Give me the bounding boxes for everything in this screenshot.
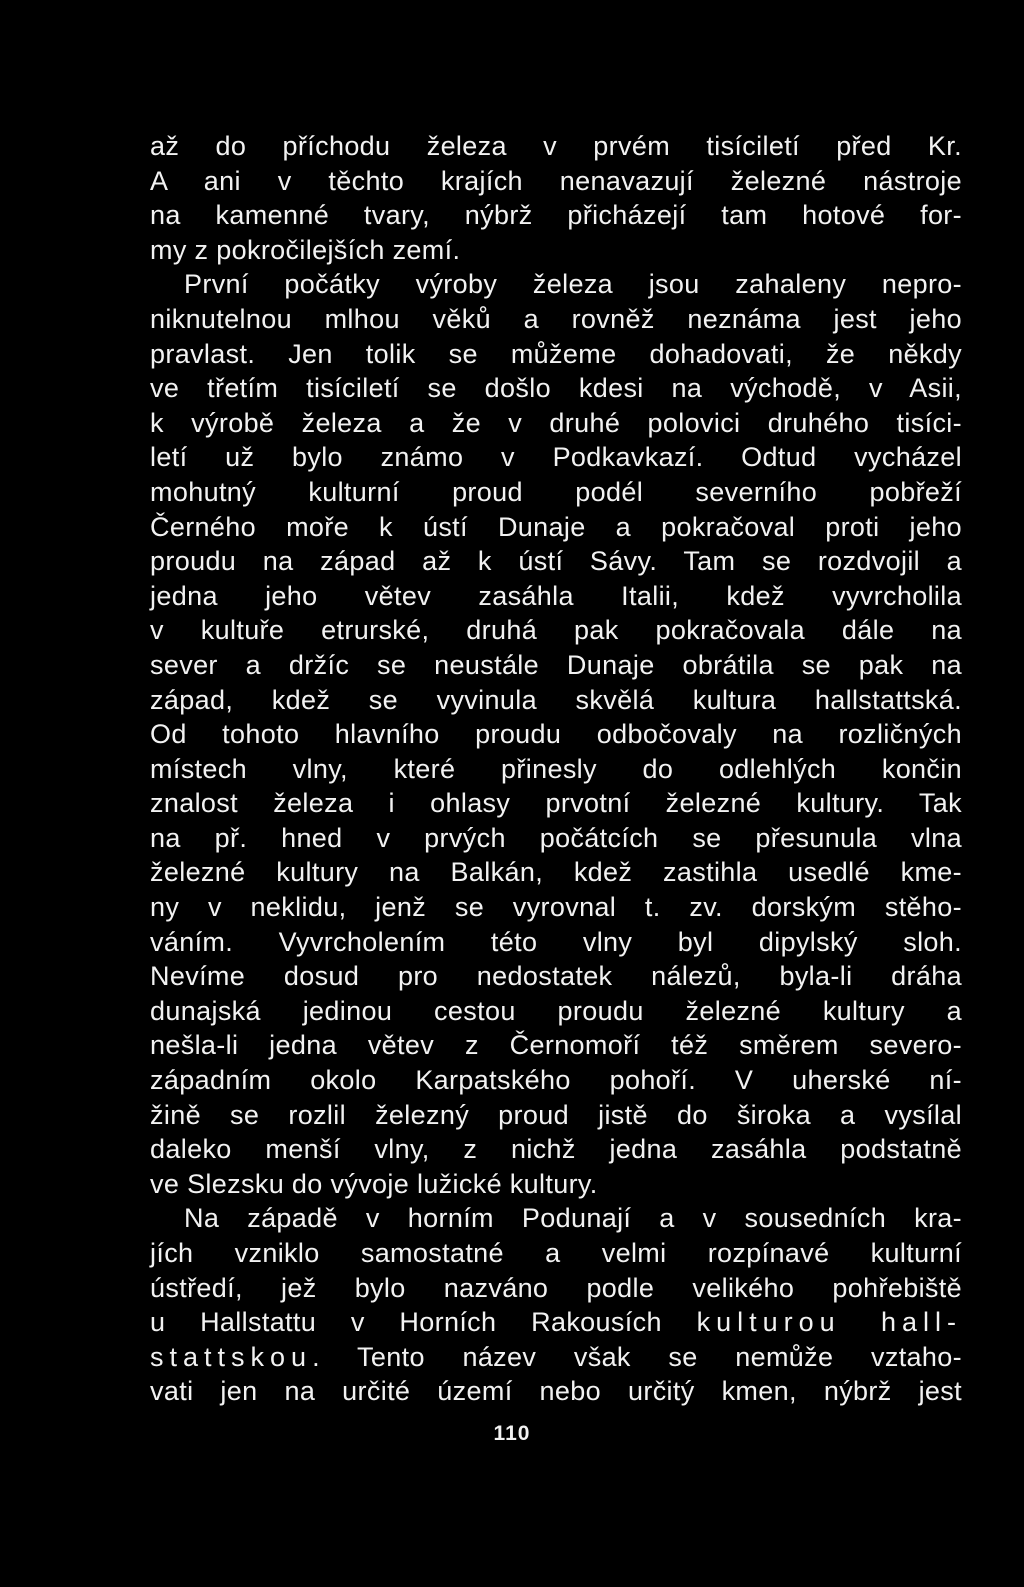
text-line-21: na př. hned v prvých počátcích se přesunula vlna [150, 822, 962, 853]
text-line-23: ny v neklidu, jenž se vyrovnal t. zv. dorským stěho- [150, 892, 962, 923]
emphasized-term-part-1: kulturou hall- [696, 1307, 963, 1338]
text-line-17: západ, kdež se vyvinula skvělá kultura hallstattská. [150, 684, 962, 715]
text-line-18: Od tohoto hlavního proudu odbočovaly na rozličných [150, 719, 962, 750]
body-text [150, 129, 962, 1409]
text-line-2: A ani v těchto krajích nenavazují železné nástroje [150, 165, 962, 196]
text-line-30: daleko menší vlny, z nichž jedna zasáhla podstatně [150, 1134, 962, 1165]
text-line-4: my z pokročilejších zemí. [150, 234, 461, 265]
text-line-32: Na západě v horním Podunají a v sousedních kra- [184, 1203, 962, 1234]
text-line-10: letí už bylo známo v Podkavkazí. Odtud vycházel [150, 442, 962, 473]
text-line-11: mohutný kulturní proud podél severního pobřeží [150, 476, 962, 507]
text-line-15: v kultuře etrurské, druhá pak pokračovala dále na [150, 615, 962, 646]
text-line-16: sever a držíc se neustále Dunaje obrátila se pak na [150, 649, 962, 680]
text-line-6: niknutelnou mlhou věků a rovněž neznáma jest jeho [150, 303, 962, 334]
text-line-20: znalost železa i ohlasy prvotní železné kultury. Tak [150, 788, 962, 819]
text-line-3: na kamenné tvary, nýbrž přicházejí tam hotové for- [150, 200, 962, 231]
emphasized-term-part-2: stattskou [150, 1341, 313, 1372]
text-line-34: ústředí, jež bylo nazváno podle velikého pohřebiště [150, 1272, 962, 1303]
text-line-7: pravlast. Jen tolik se můžeme dohadovati, že někdy [150, 338, 962, 369]
text-line-25: Nevíme dosud pro nedostatek nálezů, byla-li dráha [150, 961, 962, 992]
text-line-14: jedna jeho větev zasáhla Italii, kdež vyvrcholila [150, 580, 962, 611]
page-number: 110 [493, 1422, 531, 1445]
text-line-37: vati jen na určité území nebo určitý kmen, nýbrž jest [150, 1376, 962, 1407]
text-line-9: k výrobě železa a že v druhé polovici druhého tisíci- [150, 407, 962, 438]
text-line-24: váním. Vyvrcholením této vlny byl dipylský sloh. [150, 926, 962, 957]
text-line-35 [150, 1305, 962, 1340]
text-line-27: nešla-li jedna větev z Černomoří též směrem severo- [150, 1030, 962, 1061]
text-line-8: ve třetím tisíciletí se došlo kdesi na východě, v Asii, [150, 373, 962, 404]
text-line-22: železné kultury na Balkán, kdež zastihla usedlé kme- [150, 857, 962, 888]
text-line-12: Černého moře k ústí Dunaje a pokračoval proti jeho [150, 511, 962, 542]
text-line-36 [150, 1340, 962, 1375]
text-line-35-start: u Hallstattu v Horních Rakousích [150, 1307, 662, 1338]
text-line-1: až do příchodu železa v prvém tisíciletí před Kr. [150, 131, 962, 161]
text-line-31: ve Slezsku do vývoje lužické kultury. [150, 1168, 598, 1199]
text-line-13: proudu na západ až k ústí Sávy. Tam se rozdvojil a [150, 546, 962, 577]
text-line-19: místech vlny, které přinesly do odlehlých končin [150, 753, 962, 784]
text-line-28: západním okolo Karpatského pohoří. V uherské ní- [150, 1065, 962, 1096]
text-line-36-rest: . Tento název však se nemůže vztaho- [312, 1341, 962, 1372]
text-line-29: žině se rozlil železný proud jistě do široka a vysílal [150, 1099, 962, 1130]
text-line-5: První počátky výroby železa jsou zahaleny nepro- [184, 269, 962, 300]
text-line-33: jích vzniklo samostatné a velmi rozpínavé kulturní [150, 1238, 962, 1268]
text-line-26: dunajská jedinou cestou proudu železné kultury a [150, 995, 962, 1026]
